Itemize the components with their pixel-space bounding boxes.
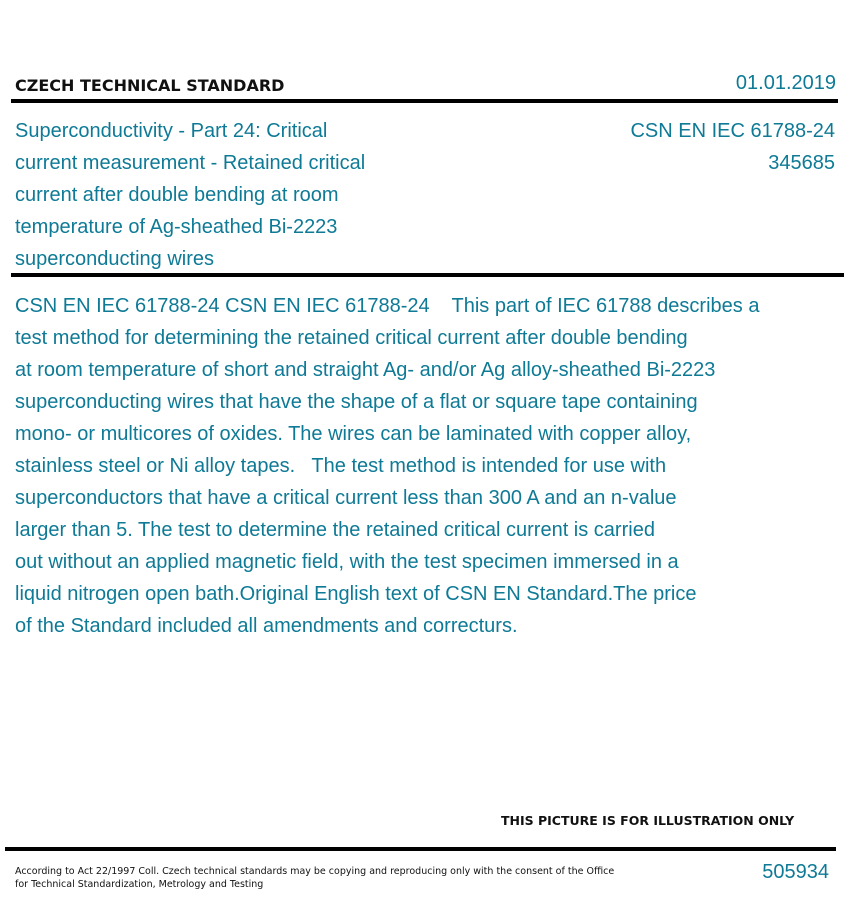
standard-subject — [15, 115, 415, 275]
abstract-line: stainless steel or Ni alloy tapes. The test method is intended for use with — [15, 455, 667, 477]
abstract-line: superconducting wires that have the shape of a flat or square tape containing — [15, 391, 698, 413]
document-type-title: CZECH TECHNICAL STANDARD — [15, 76, 285, 95]
subject-line: Superconductivity - Part 24: Critical — [15, 120, 328, 142]
publication-date: 01.01.2019 — [735, 72, 836, 94]
subject-divider — [11, 273, 844, 277]
abstract-line: of the Standard included all amendments and correcturs. — [15, 615, 518, 637]
abstract-line: test method for determining the retained critical current after double bending — [15, 327, 688, 349]
abstract-line: out without an applied magnetic field, with the test specimen immersed in a — [15, 551, 679, 573]
standard-codes — [630, 115, 835, 179]
subject-line: current measurement - Retained critical — [15, 152, 366, 174]
subject-line: superconducting wires — [15, 248, 214, 270]
subject-line: temperature of Ag-sheathed Bi-2223 — [15, 216, 338, 238]
abstract-line: superconductors that have a critical current less than 300 A and an n-value — [15, 487, 677, 509]
abstract-line: larger than 5. The test to determine the retained critical current is carried — [15, 519, 655, 541]
abstract-line: at room temperature of short and straight Ag- and/or Ag alloy-sheathed Bi-2223 — [15, 359, 716, 381]
abstract-line: mono- or multicores of oxides. The wires can be laminated with copper alloy, — [15, 423, 692, 445]
standard-abstract — [15, 290, 825, 642]
subject-line: current after double bending at room — [15, 184, 339, 206]
abstract-line: CSN EN IEC 61788-24 CSN EN IEC 61788-24 This part of IEC 61788 describes a — [15, 295, 760, 317]
header-divider — [11, 99, 838, 103]
standard-designation: CSN EN IEC 61788-24 — [630, 120, 835, 142]
legal-line: for Technical Standardization, Metrology and Testing — [15, 879, 264, 890]
abstract-line: liquid nitrogen open bath.Original English text of CSN EN Standard.The price — [15, 583, 697, 605]
legal-notice — [15, 865, 615, 891]
illustration-notice: THIS PICTURE IS FOR ILLUSTRATION ONLY — [501, 813, 795, 828]
footer-divider — [5, 847, 836, 851]
catalog-number: 345685 — [768, 152, 835, 174]
document-number: 505934 — [762, 861, 829, 883]
legal-line: According to Act 22/1997 Coll. Czech technical standards may be copying and reproducing only with the consent of the Office — [15, 866, 615, 877]
